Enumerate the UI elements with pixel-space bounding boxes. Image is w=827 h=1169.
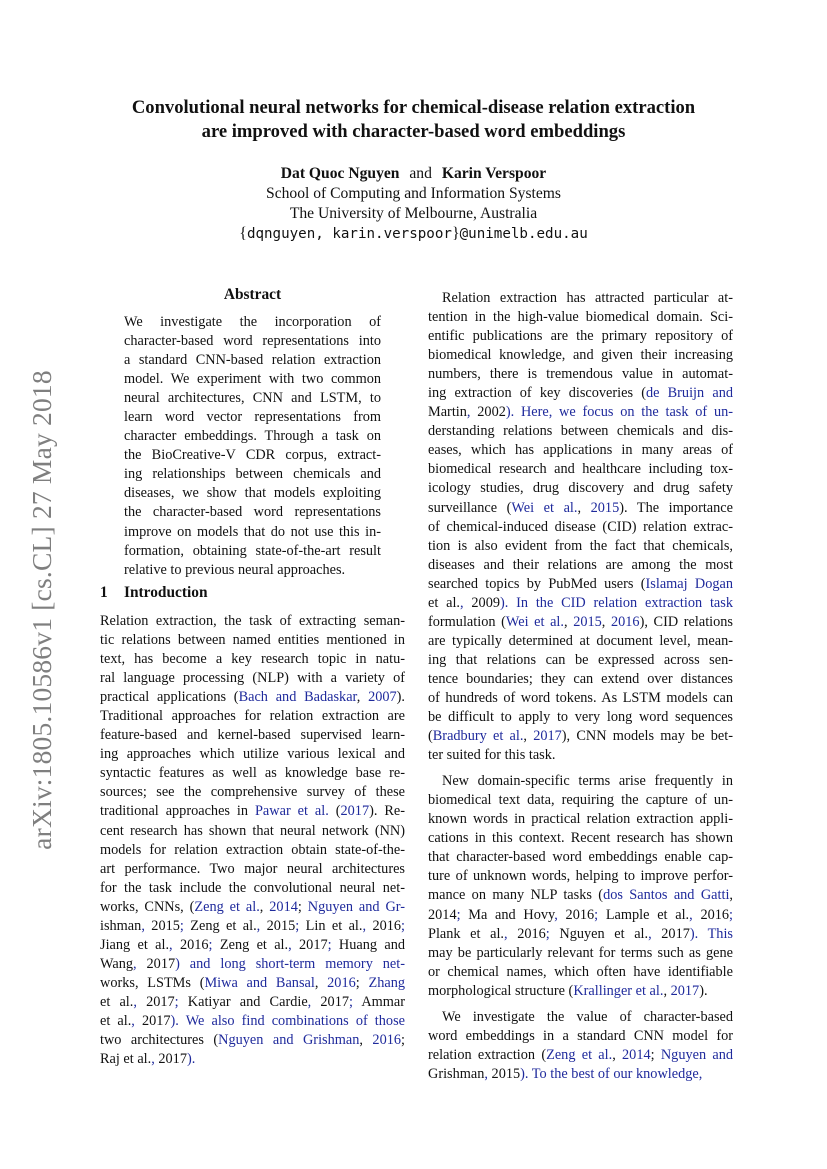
text-segment: sources; see the comprehensive survey of these xyxy=(100,784,405,801)
text-segment: tion is also evident from the fact that chemicals, xyxy=(428,537,733,554)
citation-link[interactable]: Islamaj Dogan xyxy=(645,575,734,592)
text-line xyxy=(100,917,405,936)
text-segment: art performance. Two major neural architectures xyxy=(100,860,405,877)
text-segment: surveillance ( xyxy=(428,499,512,516)
text-segment: ). Re- xyxy=(369,803,406,820)
abstract-line: the character-based word representations xyxy=(124,504,381,521)
text-segment: , xyxy=(563,613,574,630)
text-line xyxy=(428,308,733,327)
text-line xyxy=(428,791,733,810)
text-line xyxy=(428,944,733,963)
abstract-line: character-based word representations into xyxy=(124,333,381,350)
text-segment: 2016 xyxy=(372,917,402,934)
text-segment: that character-based word embeddings enable cap- xyxy=(428,849,733,866)
text-line xyxy=(100,1031,405,1050)
text-line xyxy=(100,650,405,669)
text-segment: Lample et al. xyxy=(605,906,690,923)
abstract-line: We investigate the incorporation of xyxy=(124,314,381,330)
citation-link[interactable]: Krallinger et al. xyxy=(573,982,664,999)
text-segment: , xyxy=(359,1032,373,1049)
citation-link[interactable]: , xyxy=(648,925,662,942)
text-segment: ishman xyxy=(100,917,142,934)
citation-link[interactable]: ) and long short-term memory net- xyxy=(175,955,405,972)
text-segment: Huang and xyxy=(338,936,406,953)
text-segment: ), CID relations xyxy=(639,613,733,630)
citation-link[interactable]: Wei et al. xyxy=(511,499,578,516)
citation-link[interactable]: Nguyen and Gr- xyxy=(307,898,406,915)
text-segment: traditional approaches in xyxy=(100,803,255,820)
text-segment: , xyxy=(523,728,534,745)
citation-link[interactable]: Zeng et al. xyxy=(194,898,260,915)
citation-link[interactable]: Nguyen and xyxy=(660,1046,734,1063)
text-segment: 2016 xyxy=(565,906,595,923)
abstract-line: formation, obtaining state-of-the-art result xyxy=(124,542,381,559)
text-segment: Zeng et al. xyxy=(190,917,257,934)
author-name: Dat Quoc Nguyen xyxy=(280,165,400,182)
text-line xyxy=(100,764,405,783)
text-line xyxy=(100,688,405,707)
citation-link[interactable]: , xyxy=(484,1065,492,1082)
text-segment: ral language processing (NLP) with a variety of xyxy=(100,670,405,687)
text-segment: ). The importance xyxy=(619,499,733,516)
citation-link[interactable]: ; xyxy=(729,906,734,923)
citation-link[interactable]: , xyxy=(133,993,147,1010)
author-conjunction: and xyxy=(409,165,432,182)
text-segment: Raj et al. xyxy=(100,1051,152,1068)
text-segment: feature-based and kernel-based supervised learn- xyxy=(100,727,405,744)
citation-link[interactable]: ; xyxy=(295,917,306,934)
citation-link[interactable]: , xyxy=(256,917,267,934)
text-line xyxy=(428,1065,733,1084)
text-segment: biomedical knowledge, and given their increasing xyxy=(428,347,733,364)
text-segment: Lin et al. xyxy=(305,917,363,934)
author-emails xyxy=(60,224,767,244)
text-line xyxy=(428,460,733,479)
title-line: are improved with character-based word embeddings xyxy=(201,121,626,142)
abstract-heading: Abstract xyxy=(223,286,282,303)
text-line xyxy=(100,974,405,993)
text-line xyxy=(100,936,405,955)
text-segment: syntactic features as well as knowledge base re- xyxy=(100,765,405,782)
citation-link[interactable]: ). Here, we focus on the task of un- xyxy=(505,404,733,421)
text-segment: 2017 xyxy=(146,993,175,1010)
text-segment: Wang xyxy=(100,955,133,972)
text-line xyxy=(100,783,405,802)
text-segment: et al. xyxy=(100,1012,132,1029)
left-column-text xyxy=(100,612,405,1069)
title-line: Convolutional neural networks for chemical-disease relation extraction xyxy=(131,97,696,118)
text-segment: tence boundaries; they can extend over distances xyxy=(428,670,733,687)
text-segment: 2017 xyxy=(299,936,328,953)
citation-link[interactable]: , xyxy=(466,404,478,421)
text-segment: tic relations between named entities mentioned in xyxy=(100,632,405,649)
author-names xyxy=(60,164,767,184)
citation-link[interactable]: ). To the best of our knowledge, xyxy=(520,1065,703,1082)
text-segment: derstanding relations between chemicals and dis- xyxy=(428,423,733,440)
text-line xyxy=(100,707,405,726)
text-segment: ( xyxy=(428,728,433,745)
text-segment: 2016 xyxy=(179,936,209,953)
text-segment: ter suited for this task. xyxy=(428,747,556,764)
text-segment: Grishman xyxy=(428,1065,485,1082)
text-segment: of chemical-induced disease (CID) relation extrac- xyxy=(428,518,733,535)
abstract-line: learn word vector representations from xyxy=(124,409,381,426)
text-line xyxy=(100,669,405,688)
citation-link[interactable]: Bradbury et al. xyxy=(432,728,524,745)
citation-link[interactable]: Wei et al. xyxy=(505,613,564,630)
citation-link[interactable]: ; xyxy=(401,917,406,934)
arxiv-identifier-text: arXiv:1805.10586v1 [cs.CL] 27 May 2018 xyxy=(26,370,57,850)
text-line xyxy=(428,441,733,460)
text-segment: ing approaches which utilize various lexical and xyxy=(100,746,405,763)
citation-link[interactable]: ; xyxy=(348,993,362,1010)
text-line xyxy=(428,556,733,575)
abstract-line: diseases, we show that models exploiting xyxy=(124,485,381,502)
text-segment: word embeddings in a standard CNN model for xyxy=(428,1027,733,1044)
citation-link[interactable]: 2016 xyxy=(610,613,640,630)
citation-link[interactable]: 2014 xyxy=(622,1046,651,1063)
section-heading-introduction xyxy=(100,584,208,602)
text-line xyxy=(428,906,733,925)
text-line xyxy=(428,746,733,765)
text-segment: tention in the high-value biomedical domain. Sci- xyxy=(428,309,733,326)
citation-link[interactable]: ; xyxy=(545,925,560,942)
text-segment: ; xyxy=(355,974,369,991)
text-segment: Katiyar and Cardie xyxy=(187,993,308,1010)
text-line xyxy=(428,689,733,708)
right-column-text xyxy=(428,289,733,1084)
text-line xyxy=(428,886,733,905)
citation-link[interactable]: de Bruijn and xyxy=(645,385,733,402)
text-segment: Plank et al. xyxy=(428,925,505,942)
abstract-line: neural architectures, CNN and LSTM, to xyxy=(124,390,381,407)
text-segment: 2002 xyxy=(477,404,506,421)
text-segment: be difficult to apply to very long word sequences xyxy=(428,709,733,726)
section-number: 1 xyxy=(100,584,108,601)
paragraph-gap xyxy=(428,1001,733,1008)
arxiv-identifier-stamp xyxy=(22,355,62,865)
text-segment: , xyxy=(663,982,671,999)
text-line xyxy=(428,867,733,886)
text-line xyxy=(100,993,405,1012)
text-segment: Relation extraction has attracted particular at- xyxy=(442,290,733,306)
citation-link[interactable]: 2017 xyxy=(670,982,700,999)
text-line xyxy=(428,289,733,308)
text-line xyxy=(428,963,733,982)
citation-link[interactable]: , xyxy=(151,1051,159,1068)
text-line xyxy=(428,772,733,791)
citation-link[interactable]: ; xyxy=(179,917,191,934)
email-users: dqnguyen, karin.verspoor xyxy=(246,226,452,242)
citation-link[interactable]: ; xyxy=(594,906,606,923)
text-line xyxy=(100,898,405,917)
text-line xyxy=(428,384,733,403)
abstract-line: a standard CNN-based relation extraction xyxy=(124,352,381,369)
text-segment: of hundreds of word tokens. As LSTM models can xyxy=(428,689,733,706)
text-line xyxy=(428,422,733,441)
text-segment: or chemical names, which often have identifiable xyxy=(428,963,733,980)
text-segment: , xyxy=(612,1046,623,1063)
text-segment: , xyxy=(259,898,270,915)
citation-link[interactable]: 2014 xyxy=(269,898,298,915)
text-line xyxy=(100,802,405,821)
text-segment: Traditional approaches for relation extraction are xyxy=(100,708,405,725)
text-segment: eases, which has applications in many areas of xyxy=(428,442,733,459)
text-segment: two architectures ( xyxy=(100,1032,219,1049)
text-line xyxy=(100,822,405,841)
abstract-line: model. We experiment with two common xyxy=(124,371,381,388)
citation-link[interactable]: 2017 xyxy=(533,728,562,745)
text-segment: biomedical text data, requiring the capture of un- xyxy=(428,792,733,809)
text-segment: 2014 xyxy=(428,906,457,923)
text-segment: works, LSTMs ( xyxy=(100,974,205,991)
citation-link[interactable]: 2017 xyxy=(340,803,370,820)
citation-link[interactable]: Miwa and Bansal xyxy=(204,974,315,991)
text-segment: ). xyxy=(699,982,708,999)
text-segment: text, has become a key research topic in natu- xyxy=(100,651,405,668)
citation-link[interactable]: , xyxy=(460,594,472,611)
author-name: Karin Verspoor xyxy=(441,165,547,182)
citation-link[interactable]: , xyxy=(689,906,701,923)
text-line xyxy=(428,575,733,594)
text-segment: known words in practical relation extraction appli- xyxy=(428,811,733,828)
abstract-line: improve on models that do not use this in- xyxy=(124,523,381,540)
text-segment: Ma and Hovy xyxy=(468,906,555,923)
text-segment: ), CNN models may be bet- xyxy=(561,728,734,745)
text-line xyxy=(428,829,733,848)
text-line xyxy=(428,1046,733,1065)
citation-link[interactable]: 2016 xyxy=(372,1032,402,1049)
text-segment: We investigate the value of character-based xyxy=(442,1008,733,1025)
abstract-body xyxy=(124,313,381,580)
abstract-line: relative to previous neural approaches. xyxy=(124,561,346,578)
text-line xyxy=(100,955,405,974)
text-segment: et al. xyxy=(100,993,134,1010)
text-segment: numbers, there is tremendous value in automat- xyxy=(428,366,733,383)
text-segment: morphological structure ( xyxy=(428,982,574,999)
author-block xyxy=(60,164,767,244)
text-segment: et al. xyxy=(428,594,461,611)
text-segment: 2015 xyxy=(151,917,180,934)
text-segment: 2016 xyxy=(517,925,546,942)
text-line xyxy=(428,848,733,867)
text-line xyxy=(428,594,733,613)
text-line xyxy=(100,745,405,764)
text-line xyxy=(428,727,733,746)
affiliation-line: School of Computing and Information Systems xyxy=(266,185,561,202)
citation-link[interactable]: ). xyxy=(186,1051,196,1068)
text-line xyxy=(100,612,405,631)
text-segment: models for relation extraction obtain state-of-the- xyxy=(100,841,405,858)
text-segment: entific publications are the primary repository of xyxy=(428,328,733,345)
text-segment: 2017 xyxy=(320,993,349,1010)
text-line xyxy=(428,499,733,518)
text-segment: ; xyxy=(650,1046,661,1063)
citation-link[interactable]: , xyxy=(133,955,147,972)
text-segment: ; xyxy=(297,898,308,915)
text-line xyxy=(428,708,733,727)
text-segment: cations in this context. Recent research has shown xyxy=(428,830,733,847)
text-line xyxy=(428,1027,733,1046)
text-segment: , xyxy=(577,499,591,516)
text-line xyxy=(428,346,733,365)
citation-link[interactable]: , xyxy=(362,917,373,934)
text-segment: 2015 xyxy=(266,917,296,934)
text-segment: ing extraction of key discoveries ( xyxy=(428,385,646,402)
text-segment: Zeng et al. xyxy=(219,936,289,953)
text-line xyxy=(100,631,405,650)
email-brace-close: } xyxy=(451,225,460,242)
citation-link[interactable]: , xyxy=(554,906,566,923)
text-segment: 2015 xyxy=(491,1065,521,1082)
text-segment: ). xyxy=(396,689,406,706)
text-segment: may be particularly relevant for terms such as gene xyxy=(428,944,733,961)
text-segment: Nguyen et al. xyxy=(559,925,649,942)
text-segment: Relation extraction, the task of extracting seman- xyxy=(100,613,405,629)
text-line xyxy=(428,982,733,1001)
abstract-line: the BioCreative-V CDR corpus, extract- xyxy=(124,447,381,464)
text-line xyxy=(428,537,733,556)
text-segment: 2017 xyxy=(158,1051,187,1068)
text-segment: , xyxy=(601,613,611,630)
text-segment: 2017 xyxy=(146,955,176,972)
text-segment: ; xyxy=(401,1032,405,1049)
paper-title xyxy=(60,96,767,144)
text-segment: icology studies, drug discovery and drug safety xyxy=(428,480,733,497)
citation-link[interactable]: ). In the CID relation extraction task xyxy=(499,594,733,611)
text-segment: 2016 xyxy=(700,906,730,923)
text-segment: mance on many NLP tasks ( xyxy=(428,887,604,904)
citation-link[interactable]: ; xyxy=(456,906,469,923)
text-segment: 2017 xyxy=(661,925,690,942)
text-segment: Ammar xyxy=(361,993,405,1010)
citation-link[interactable]: Zhang xyxy=(368,974,405,991)
affiliation-line: The University of Melbourne, Australia xyxy=(289,205,538,222)
text-segment: diseases and their relations are among the most xyxy=(428,556,733,573)
text-line xyxy=(428,518,733,537)
text-segment: ing that relations can be expressed across sen- xyxy=(428,651,733,668)
text-segment: searched topics by PubMed users ( xyxy=(428,575,646,592)
text-segment: formulation ( xyxy=(428,613,506,630)
abstract-line: ing relationships between chemicals and xyxy=(124,466,381,483)
citation-link[interactable]: ). This xyxy=(689,925,733,942)
text-segment: , xyxy=(729,887,733,904)
citation-link[interactable]: ; xyxy=(174,993,188,1010)
text-line xyxy=(100,841,405,860)
text-segment: cent research has shown that neural network (NN) xyxy=(100,822,405,839)
text-segment: for the task include the convolutional neural net- xyxy=(100,879,405,896)
citation-link[interactable]: ). We also find combinations of those xyxy=(170,1012,405,1029)
citation-link[interactable]: , xyxy=(169,936,180,953)
text-line xyxy=(428,1008,733,1027)
citation-link[interactable]: Nguyen and Grishman xyxy=(218,1032,360,1049)
text-line xyxy=(100,879,405,898)
text-segment: Martin xyxy=(428,404,467,421)
text-segment: biomedical research and healthcare including tox- xyxy=(428,461,733,478)
citation-link[interactable]: 2015 xyxy=(590,499,620,516)
section-title: Introduction xyxy=(124,584,208,601)
text-segment: 2009 xyxy=(471,594,500,611)
text-line xyxy=(428,632,733,651)
text-segment: ture of unknown words, helping to improve perfor- xyxy=(428,868,733,885)
email-brace-open: { xyxy=(239,225,247,242)
text-line xyxy=(100,1050,405,1069)
text-segment: 2017 xyxy=(141,1012,171,1029)
email-domain: @unimelb.edu.au xyxy=(459,226,588,242)
text-line xyxy=(428,479,733,498)
citation-link[interactable]: Bach and Badaskar xyxy=(238,689,357,706)
citation-link[interactable]: , xyxy=(307,993,321,1010)
text-line xyxy=(100,726,405,745)
citation-link[interactable]: , xyxy=(131,1012,142,1029)
citation-link[interactable]: , xyxy=(504,925,518,942)
text-segment: are typically determined at document level, mean- xyxy=(428,632,733,649)
citation-link[interactable]: dos Santos and Gatti xyxy=(603,887,730,904)
text-line xyxy=(428,365,733,384)
citation-link[interactable]: 2015 xyxy=(573,613,602,630)
citation-link[interactable]: , xyxy=(141,917,152,934)
text-line xyxy=(100,860,405,879)
citation-link[interactable]: , xyxy=(288,936,300,953)
abstract-line: character embeddings. Through a task on xyxy=(124,428,381,445)
text-line xyxy=(428,651,733,670)
text-segment: New domain-specific terms arise frequently in xyxy=(442,773,733,790)
text-line xyxy=(428,810,733,829)
citation-link[interactable]: 2016 xyxy=(327,974,356,991)
citation-link[interactable]: Pawar et al. xyxy=(254,803,329,820)
citation-link[interactable]: ; xyxy=(208,936,220,953)
citation-link[interactable]: ; xyxy=(327,936,339,953)
text-segment: relation extraction ( xyxy=(428,1046,547,1063)
text-line xyxy=(428,670,733,689)
text-line xyxy=(428,403,733,422)
text-line xyxy=(428,925,733,944)
text-segment: works, CNNs, ( xyxy=(100,898,195,915)
paragraph-gap xyxy=(428,765,733,772)
citation-link[interactable]: 2007 xyxy=(368,689,397,706)
text-segment: Jiang et al. xyxy=(100,936,170,953)
text-segment: , xyxy=(356,689,369,706)
text-segment: ( xyxy=(328,803,341,820)
text-line xyxy=(428,327,733,346)
text-line xyxy=(100,1012,405,1031)
text-line xyxy=(428,613,733,632)
citation-link[interactable]: Zeng et al. xyxy=(546,1046,613,1063)
text-segment: , xyxy=(314,974,328,991)
text-segment: practical applications ( xyxy=(100,689,239,706)
